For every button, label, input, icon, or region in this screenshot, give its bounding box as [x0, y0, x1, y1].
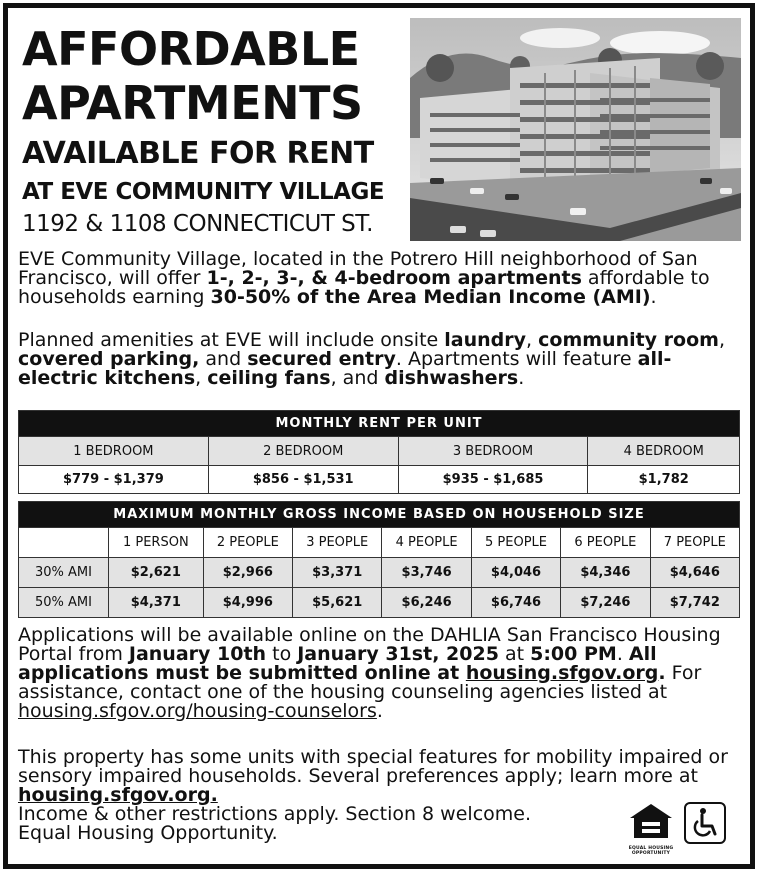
income-cell: $2,621 — [109, 558, 204, 588]
footer-equal-housing: Equal Housing Opportunity. — [18, 822, 278, 844]
applications-text: Applications will be available online on the DAHLIA San Francisco Housing Portal from — [18, 624, 721, 665]
rent-value-4br: $1,782 — [588, 466, 740, 494]
housing-counselors-link[interactable]: housing.sfgov.org/housing-counselors — [18, 700, 377, 722]
income-cell: $4,371 — [109, 588, 204, 618]
income-header: 1 PERSON — [109, 528, 204, 558]
wheelchair-icon — [684, 802, 726, 844]
headline-apartments: APARTMENTS — [22, 76, 363, 130]
income-cell: $7,246 — [561, 588, 650, 618]
intro-bedrooms: 1-, 2-, 3-, & 4-bedroom apartments — [206, 267, 582, 289]
income-cell: $2,966 — [203, 558, 292, 588]
amenity-secured-entry: secured entry — [247, 348, 396, 370]
income-row-label: 50% AMI — [19, 588, 109, 618]
income-cell: $4,046 — [471, 558, 560, 588]
rent-header-4br: 4 BEDROOM — [588, 437, 740, 466]
footer-restrictions: Income & other restrictions apply. Section 8 welcome. — [18, 803, 531, 825]
amenities-text: . — [518, 367, 525, 389]
amenity-laundry: laundry — [444, 329, 527, 351]
income-header: 7 PEOPLE — [650, 528, 739, 558]
headline-location: AT EVE COMMUNITY VILLAGE — [22, 179, 385, 205]
application-start-date: January 10th — [128, 643, 267, 665]
income-table-title: MAXIMUM MONTHLY GROSS INCOME BASED ON HOUSEHOLD SIZE — [19, 502, 740, 528]
table-row — [19, 588, 740, 618]
intro-paragraph — [18, 250, 743, 307]
amenities-text: . Apartments will feature — [395, 348, 638, 370]
housing-portal-link[interactable]: housing.sfgov.org — [465, 662, 659, 684]
applications-text: . — [376, 700, 383, 722]
amenity-community-room: community room — [538, 329, 719, 351]
income-row-label: 30% AMI — [19, 558, 109, 588]
footer-text: This property has some units with special features for mobility impaired or sensory impaired households. Several preferences apply; learn more at — [18, 746, 728, 787]
applications-paragraph — [18, 626, 743, 721]
amenities-text: and — [199, 348, 248, 370]
income-cell: $4,996 — [203, 588, 292, 618]
building-photo — [410, 18, 741, 241]
intro-text: affordable to households earning — [18, 267, 710, 308]
application-end-date: January 31st, 2025 — [297, 643, 499, 665]
income-header: 5 PEOPLE — [471, 528, 560, 558]
intro-ami: 30-50% of the Area Median Income (AMI) — [210, 286, 651, 308]
equal-housing-icon — [626, 802, 676, 856]
rent-header-2br: 2 BEDROOM — [208, 437, 398, 466]
amenities-paragraph — [18, 331, 743, 388]
applications-text: to — [266, 643, 298, 665]
amenities-text: , and — [330, 367, 385, 389]
rent-table-title: MONTHLY RENT PER UNIT — [19, 411, 740, 437]
applications-text: at — [498, 643, 531, 665]
intro-text: EVE Community Village, located in the Potrero Hill neighborhood of San Francisco, will offer — [18, 248, 698, 289]
rent-value-1br: $779 - $1,379 — [19, 466, 209, 494]
headline-affordable: AFFORDABLE — [22, 22, 360, 76]
amenity-all-electric-kitchens: all-electric kitchens — [18, 348, 672, 389]
applications-text: . — [616, 643, 629, 665]
amenities-text: , — [526, 329, 539, 351]
headline-address: 1192 & 1108 CONNECTICUT ST. — [22, 211, 373, 237]
income-cell: $6,746 — [471, 588, 560, 618]
amenities-text: Planned amenities at EVE will include onsite — [18, 329, 445, 351]
footer-housing-link[interactable]: housing.sfgov.org. — [18, 784, 218, 806]
applications-text: For assistance, contact one of the housing counseling agencies listed at — [18, 662, 702, 703]
income-header: 6 PEOPLE — [561, 528, 650, 558]
headline-available: AVAILABLE FOR RENT — [22, 136, 374, 171]
rent-table — [18, 410, 740, 494]
rent-value-2br: $856 - $1,531 — [208, 466, 398, 494]
income-corner-cell — [19, 528, 109, 558]
amenity-ceiling-fans: ceiling fans — [207, 367, 331, 389]
rent-header-1br: 1 BEDROOM — [19, 437, 209, 466]
income-cell: $3,371 — [293, 558, 382, 588]
income-header: 3 PEOPLE — [293, 528, 382, 558]
income-cell: $4,346 — [561, 558, 650, 588]
applications-online-note: All applications must be submitted online at — [18, 643, 657, 684]
income-header: 4 PEOPLE — [382, 528, 471, 558]
income-cell: $3,746 — [382, 558, 471, 588]
income-cell: $5,621 — [293, 588, 382, 618]
application-deadline-time: 5:00 PM — [530, 643, 617, 665]
table-row — [19, 558, 740, 588]
income-cell: $4,646 — [650, 558, 739, 588]
rent-header-3br: 3 BEDROOM — [398, 437, 588, 466]
intro-text: . — [650, 286, 657, 308]
income-cell: $7,742 — [650, 588, 739, 618]
income-table — [18, 501, 740, 618]
amenity-dishwashers: dishwashers — [384, 367, 519, 389]
footer-logos — [626, 802, 730, 856]
income-cell: $6,246 — [382, 588, 471, 618]
amenity-covered-parking: covered parking, — [18, 348, 200, 370]
equal-housing-label: EQUAL HOUSING OPPORTUNITY — [628, 846, 674, 856]
income-header: 2 PEOPLE — [203, 528, 292, 558]
amenities-text: , — [195, 367, 208, 389]
applications-text: . — [658, 662, 666, 684]
amenities-text: , — [718, 329, 726, 351]
rent-value-3br: $935 - $1,685 — [398, 466, 588, 494]
